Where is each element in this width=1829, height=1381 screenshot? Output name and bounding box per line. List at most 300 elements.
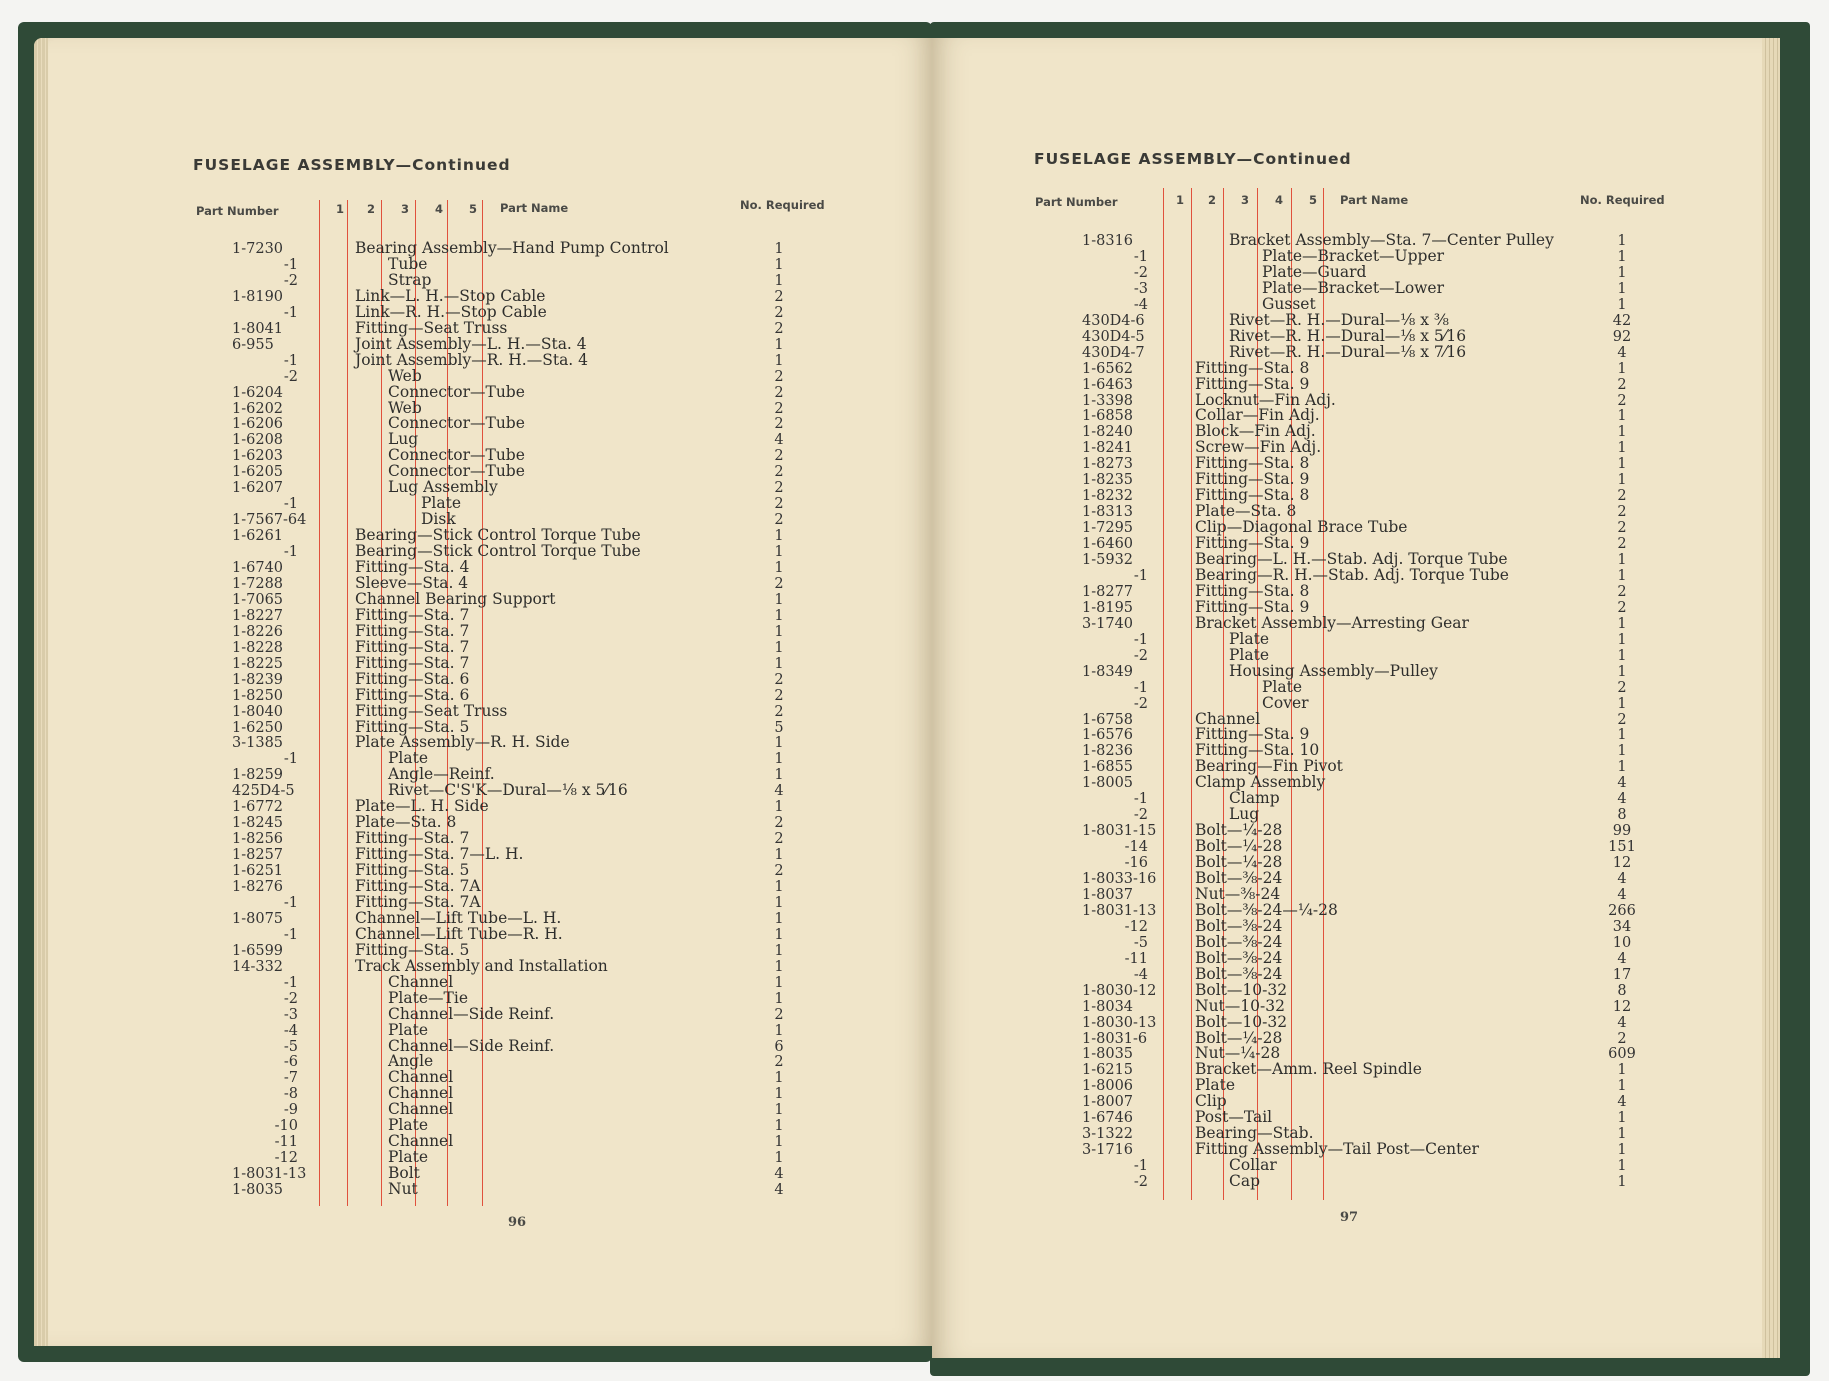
quantity: 1: [774, 1134, 784, 1151]
part-name: Channel: [388, 972, 454, 991]
quantity: 1: [774, 591, 784, 608]
part-number: 1-8236: [1082, 743, 1134, 760]
quantity: 1: [1617, 727, 1627, 744]
part-name: Bracket Assembly—Sta. 7—Center Pulley: [1229, 231, 1554, 249]
quantity: 2: [774, 575, 784, 592]
header-part-name: Part Name: [1340, 193, 1409, 207]
part-number: 1-8075: [232, 910, 284, 927]
part-name: Plate: [1262, 677, 1303, 696]
part-number: -1: [1133, 679, 1148, 696]
part-number: 1-6855: [1082, 759, 1134, 776]
part-name: Channel: [1195, 709, 1261, 728]
part-number: 1-8031-13: [1082, 902, 1157, 919]
part-number: -4: [1133, 296, 1148, 313]
part-name: Bolt—¼-28: [1195, 837, 1283, 856]
quantity: 1: [774, 272, 784, 289]
part-number: 1-8239: [232, 671, 284, 688]
header-col-1: 1: [1176, 193, 1185, 207]
part-name: Fitting—Sta. 7: [355, 605, 470, 624]
part-number: 3-1322: [1082, 1126, 1134, 1143]
part-name: Joint Assembly—R. H.—Sta. 4: [355, 350, 589, 369]
column-rule: [347, 200, 348, 1206]
part-name: Fitting—Sta. 7—L. H.: [355, 845, 524, 864]
header-no-required: No. Required: [1580, 193, 1665, 207]
part-name: Bearing—Stick Control Torque Tube: [355, 526, 641, 545]
part-name: Fitting—Sta. 7: [355, 621, 470, 640]
quantity: 1: [774, 926, 784, 943]
quantity: 1: [774, 352, 784, 369]
part-name: Fitting—Sta. 7: [355, 637, 470, 656]
part-number: 1-7295: [1082, 520, 1134, 537]
part-name: Fitting—Sta. 9: [1195, 725, 1310, 744]
part-name: Plate—Tie: [388, 988, 468, 1007]
part-name: Cover: [1262, 693, 1309, 712]
part-number: 1-8034: [1082, 998, 1134, 1015]
quantity: 2: [1617, 520, 1627, 537]
page-edges-right: [1762, 38, 1780, 1358]
part-number: -1: [1133, 1158, 1148, 1175]
quantity: 1: [1617, 1062, 1627, 1079]
quantity: 1: [774, 1022, 784, 1039]
quantity: 2: [774, 400, 784, 417]
part-name: Bolt—⅜-24—¼-28: [1195, 900, 1338, 919]
part-name: Fitting Assembly—Tail Post—Center: [1195, 1140, 1479, 1159]
quantity: 2: [1617, 599, 1627, 616]
quantity: 4: [1617, 344, 1627, 361]
part-name: Fitting—Sta. 8: [1195, 358, 1310, 377]
part-name: Nut—10-32: [1195, 996, 1285, 1015]
part-number: 1-8031-13: [232, 1166, 307, 1183]
part-name: Plate: [1229, 645, 1270, 664]
part-name: Rivet—R. H.—Dural—⅛ x 5⁄16: [1229, 326, 1467, 345]
part-number: 1-6215: [1082, 1062, 1134, 1079]
part-name: Bolt—⅜-24: [1195, 932, 1283, 951]
quantity: 2: [774, 512, 784, 529]
quantity: 1: [1617, 1110, 1627, 1127]
part-number: -1: [283, 751, 298, 768]
part-number: 1-8228: [232, 639, 284, 656]
part-number: -10: [274, 1118, 298, 1135]
quantity: 609: [1608, 1046, 1636, 1063]
part-number: -2: [1133, 647, 1148, 664]
quantity: 1: [774, 1086, 784, 1103]
part-number: 1-8250: [232, 687, 284, 704]
part-number: 1-8316: [1082, 233, 1134, 249]
quantity: 5: [774, 719, 784, 736]
quantity: 266: [1608, 902, 1636, 919]
part-name: Block—Fin Adj.: [1195, 422, 1316, 441]
part-name: Fitting—Sta. 9: [1195, 534, 1310, 553]
part-number: -1: [1133, 567, 1148, 584]
quantity: 1: [774, 1102, 784, 1119]
quantity: 8: [1617, 982, 1627, 999]
part-name: Strap: [388, 270, 432, 289]
header-col-2: 2: [367, 202, 376, 216]
part-number: -3: [283, 1006, 298, 1023]
quantity: 2: [1617, 504, 1627, 521]
part-name: Fitting—Seat Truss: [355, 701, 508, 720]
part-number: -1: [283, 496, 298, 513]
part-name: Channel: [388, 1132, 454, 1151]
part-name: Channel—Side Reinf.: [388, 1004, 555, 1023]
header-col-3: 3: [401, 202, 410, 216]
part-number: -2: [1133, 1174, 1148, 1191]
part-number: 1-8031-15: [1082, 823, 1157, 840]
quantity: 1: [1617, 1158, 1627, 1175]
part-number: 1-8195: [1082, 599, 1134, 616]
part-name: Plate: [1229, 629, 1270, 648]
quantity: 1: [1617, 280, 1627, 297]
part-name: Fitting—Sta. 6: [355, 669, 470, 688]
part-name: Bolt—⅜-24: [1195, 869, 1283, 887]
part-name: Bearing Assembly—Hand Pump Control: [355, 239, 669, 257]
part-name: Plate: [388, 1020, 429, 1039]
part-number: 1-8035: [232, 1182, 284, 1199]
quantity: 2: [774, 464, 784, 481]
part-number: 1-8241: [1082, 440, 1134, 457]
part-number: 1-6740: [232, 560, 284, 576]
quantity: 1: [1617, 1078, 1627, 1095]
part-name: Screw—Fin Adj.: [1195, 438, 1322, 457]
part-number: 1-8006: [1082, 1078, 1134, 1095]
quantity: 1: [774, 560, 784, 576]
quantity: 4: [1617, 950, 1627, 967]
part-number: 1-7567-64: [232, 512, 307, 529]
quantity: 1: [774, 336, 784, 353]
quantity: 4: [1617, 871, 1627, 887]
part-name: Channel: [388, 1100, 454, 1119]
part-number: -7: [283, 1070, 298, 1087]
header-no-required: No. Required: [740, 198, 825, 212]
part-name: Rivet—R. H.—Dural—⅛ x 7⁄16: [1229, 342, 1467, 361]
quantity: 2: [774, 288, 784, 305]
part-number: 1-8276: [232, 879, 284, 895]
page-number: 97: [1340, 1210, 1359, 1225]
part-number: 1-6203: [232, 448, 284, 465]
quantity: 4: [774, 783, 784, 800]
part-name: Fitting—Seat Truss: [355, 318, 508, 337]
quantity: 12: [1612, 855, 1632, 872]
quantity: 1: [1617, 440, 1627, 457]
part-name: Fitting—Sta. 5: [355, 717, 470, 736]
quantity: 10: [1612, 934, 1632, 951]
part-name: Channel—Lift Tube—L. H.: [355, 908, 562, 927]
quantity: 1: [1617, 567, 1627, 584]
quantity: 1: [774, 974, 784, 991]
part-number: 1-6204: [232, 384, 284, 401]
part-name: Rivet—C'S'K—Dural—⅛ x 5⁄16: [388, 781, 628, 800]
part-name: Lug: [388, 430, 419, 449]
part-number: 1-6576: [1082, 727, 1134, 744]
part-name: Bearing—Fin Pivot: [1195, 757, 1343, 776]
part-number: 6-955: [232, 336, 274, 353]
part-name: Fitting—Sta. 9: [1195, 374, 1310, 393]
part-name: Channel Bearing Support: [355, 589, 556, 608]
part-name: Channel—Lift Tube—R. H.: [355, 924, 563, 943]
part-number: 1-3398: [1082, 392, 1134, 409]
part-name: Nut: [388, 1180, 418, 1199]
part-name: Fitting—Sta. 7A: [355, 892, 481, 911]
header-col-3: 3: [1241, 193, 1250, 207]
part-number: 1-8226: [232, 623, 284, 640]
part-number: 1-8240: [1082, 424, 1134, 441]
quantity: 1: [774, 639, 784, 656]
part-number: 1-8259: [232, 767, 284, 784]
part-number: -1: [283, 926, 298, 943]
part-name: Fitting—Sta. 7: [355, 829, 470, 848]
part-name: Bearing—L. H.—Stab. Adj. Torque Tube: [1195, 550, 1508, 568]
part-number: 1-6207: [232, 480, 284, 497]
part-name: Bolt: [388, 1164, 420, 1183]
quantity: 4: [1617, 775, 1627, 792]
part-name: Bolt—⅜-24: [1195, 916, 1283, 935]
part-name: Angle—Reinf.: [388, 765, 495, 784]
part-number: -3: [1133, 280, 1148, 297]
header-part-number: Part Number: [196, 204, 279, 218]
quantity: 1: [774, 958, 784, 975]
header-col-5: 5: [469, 202, 478, 216]
quantity: 1: [774, 879, 784, 895]
part-number: 3-1385: [232, 735, 284, 752]
part-name: Clamp Assembly: [1195, 773, 1326, 792]
quantity: 2: [774, 1054, 784, 1071]
part-number: -1: [283, 304, 298, 321]
quantity: 4: [1617, 1094, 1627, 1111]
quantity: 2: [774, 863, 784, 880]
part-number: -6: [283, 1054, 298, 1071]
part-name: Connector—Tube: [388, 462, 525, 481]
part-number: 1-7288: [232, 575, 284, 592]
quantity: 2: [1617, 488, 1627, 505]
part-name: Rivet—R. H.—Dural—⅛ x ⅜: [1229, 310, 1449, 329]
part-number: -5: [283, 1038, 298, 1055]
part-name: Web: [388, 398, 422, 417]
part-name: Link—L. H.—Stop Cable: [355, 286, 546, 305]
header-col-2: 2: [1208, 193, 1217, 207]
quantity: 2: [774, 671, 784, 688]
quantity: 2: [774, 703, 784, 720]
part-number: 1-6261: [232, 528, 284, 545]
part-number: -1: [1133, 791, 1148, 808]
part-number: 1-8225: [232, 655, 284, 672]
part-number: -4: [283, 1022, 298, 1039]
part-number: 430D4-5: [1082, 328, 1145, 345]
part-name: Fitting—Sta. 6: [355, 685, 470, 704]
part-name: Nut—¼-28: [1195, 1044, 1281, 1063]
part-name: Connector—Tube: [388, 382, 525, 401]
part-number: 1-8232: [1082, 488, 1134, 505]
part-number: 1-8273: [1082, 456, 1134, 473]
header-col-4: 4: [435, 202, 444, 216]
part-number: -4: [1133, 966, 1148, 983]
quantity: 2: [774, 480, 784, 497]
part-number: 1-8035: [1082, 1046, 1134, 1063]
part-name: Clip—Diagonal Brace Tube: [1195, 518, 1408, 537]
part-name: Bolt—10-32: [1195, 1012, 1288, 1031]
quantity: 1: [1617, 759, 1627, 776]
quantity: 1: [1617, 472, 1627, 489]
part-name: Clip: [1195, 1092, 1227, 1111]
part-name: Fitting—Sta. 9: [1195, 597, 1310, 616]
part-number: 1-8037: [1082, 886, 1134, 903]
part-number: 430D4-6: [1082, 312, 1145, 329]
quantity: 1: [774, 767, 784, 784]
part-name: Bolt—¼-28: [1195, 821, 1283, 840]
quantity: 99: [1612, 823, 1632, 840]
part-name: Channel—Side Reinf.: [388, 1036, 555, 1055]
page-edges-left: [34, 38, 48, 1346]
part-number: 1-5932: [1082, 552, 1134, 568]
part-name: Tube: [388, 254, 428, 273]
part-name: Web: [388, 366, 422, 385]
part-number: 1-8031-6: [1082, 1030, 1148, 1047]
part-number: -12: [274, 1150, 298, 1167]
part-number: -16: [1124, 855, 1148, 872]
quantity: 1: [1617, 615, 1627, 632]
part-number: 1-6758: [1082, 711, 1134, 728]
quantity: 1: [774, 528, 784, 545]
part-number: 1-6251: [232, 863, 284, 880]
column-rule: [319, 200, 320, 1206]
quantity: 1: [1617, 552, 1627, 568]
part-number: 1-8007: [1082, 1094, 1134, 1111]
part-number: -2: [283, 272, 298, 289]
quantity: 12: [1612, 998, 1632, 1015]
quantity: 1: [1617, 248, 1627, 265]
part-number: 1-6205: [232, 464, 284, 481]
column-rule: [1191, 188, 1192, 1200]
quantity: 1: [1617, 1142, 1627, 1159]
header-col-4: 4: [1275, 193, 1284, 207]
part-number: -11: [1124, 950, 1148, 967]
quantity: 1: [1617, 233, 1627, 249]
part-name: Joint Assembly—L. H.—Sta. 4: [355, 334, 587, 353]
quantity: 1: [774, 607, 784, 624]
part-name: Bearing—Stick Control Torque Tube: [355, 542, 641, 561]
part-name: Fitting—Sta. 8: [1195, 454, 1310, 473]
quantity: 1: [774, 241, 784, 257]
part-name: Plate—Bracket—Lower: [1262, 278, 1445, 297]
part-number: 1-7065: [232, 591, 284, 608]
part-number: -2: [1133, 807, 1148, 824]
quantity: 2: [774, 815, 784, 832]
part-name: Bolt—⅜-24: [1195, 948, 1283, 967]
part-number: 1-8235: [1082, 472, 1134, 489]
part-name: Bolt—10-32: [1195, 980, 1288, 999]
part-name: Plate—Sta. 8: [355, 813, 457, 832]
part-name: Post—Tail: [1195, 1108, 1273, 1127]
quantity: 2: [774, 320, 784, 337]
quantity: 1: [774, 799, 784, 816]
part-number: 1-8040: [232, 703, 284, 720]
quantity: 4: [1617, 791, 1627, 808]
quantity: 2: [774, 687, 784, 704]
quantity: 4: [774, 1166, 784, 1183]
header-col-5: 5: [1309, 193, 1318, 207]
part-number: 1-8256: [232, 831, 284, 848]
part-number: 1-7230: [232, 241, 284, 257]
quantity: 1: [774, 256, 784, 273]
quantity: 1: [1617, 424, 1627, 441]
part-number: 14-332: [232, 958, 284, 975]
part-name: Link—R. H.—Stop Cable: [355, 302, 547, 321]
part-name: Collar: [1229, 1156, 1277, 1175]
quantity: 151: [1608, 839, 1636, 856]
part-number: 1-8030-12: [1082, 982, 1157, 999]
part-name: Plate: [421, 494, 462, 513]
quantity: 2: [1617, 679, 1627, 696]
part-number: 1-8227: [232, 607, 284, 624]
part-number: 1-6206: [232, 416, 284, 433]
quantity: 2: [1617, 583, 1627, 600]
quantity: 1: [774, 655, 784, 672]
quantity: 2: [1617, 711, 1627, 728]
part-name: Fitting—Sta. 4: [355, 558, 470, 576]
part-number: -12: [1124, 918, 1148, 935]
quantity: 1: [1617, 1174, 1627, 1191]
quantity: 42: [1612, 312, 1632, 329]
part-number: 3-1716: [1082, 1142, 1134, 1159]
part-name: Bearing—R. H.—Stab. Adj. Torque Tube: [1195, 565, 1509, 584]
quantity: 1: [774, 1150, 784, 1167]
part-number: 1-6202: [232, 400, 284, 417]
part-number: -2: [283, 990, 298, 1007]
part-number: 1-6250: [232, 719, 284, 736]
quantity: 2: [774, 304, 784, 321]
part-name: Lug: [1229, 805, 1260, 824]
quantity: 2: [1617, 392, 1627, 409]
part-number: -1: [283, 974, 298, 991]
quantity: 1: [774, 1118, 784, 1135]
part-number: -1: [283, 352, 298, 369]
part-name: Fitting—Sta. 7: [355, 653, 470, 672]
quantity: 1: [1617, 647, 1627, 664]
part-name: Fitting—Sta. 7A: [355, 877, 481, 895]
quantity: 1: [774, 910, 784, 927]
quantity: 17: [1612, 966, 1632, 983]
part-name: Cap: [1229, 1172, 1261, 1191]
part-number: -11: [274, 1134, 298, 1151]
quantity: 2: [1617, 1030, 1627, 1047]
part-name: Plate—Bracket—Upper: [1262, 246, 1445, 265]
part-name: Fitting—Sta. 9: [1195, 470, 1310, 489]
part-name: Connector—Tube: [388, 446, 525, 465]
part-number: 1-6858: [1082, 408, 1134, 425]
quantity: 2: [774, 416, 784, 433]
part-number: -1: [1133, 248, 1148, 265]
quantity: 1: [774, 942, 784, 959]
quantity: 1: [1617, 360, 1627, 377]
header-part-number: Part Number: [1035, 195, 1118, 209]
part-name: Plate—L. H. Side: [355, 797, 489, 816]
quantity: 1: [1617, 296, 1627, 313]
part-number: 1-8257: [232, 847, 284, 864]
part-name: Sleeve—Sta. 4: [355, 573, 469, 592]
part-name: Connector—Tube: [388, 414, 525, 433]
part-name: Bracket—Amm. Reel Spindle: [1195, 1060, 1422, 1079]
part-number: 1-8245: [232, 815, 284, 832]
quantity: 34: [1612, 918, 1632, 935]
quantity: 6: [774, 1038, 784, 1055]
quantity: 1: [1617, 743, 1627, 760]
part-name: Clamp: [1229, 789, 1280, 808]
quantity: 1: [774, 894, 784, 911]
column-rule: [1163, 188, 1164, 1200]
part-number: 1-8005: [1082, 775, 1134, 792]
quantity: 2: [774, 368, 784, 385]
page-left: [34, 38, 932, 1346]
quantity: 2: [774, 1006, 784, 1023]
